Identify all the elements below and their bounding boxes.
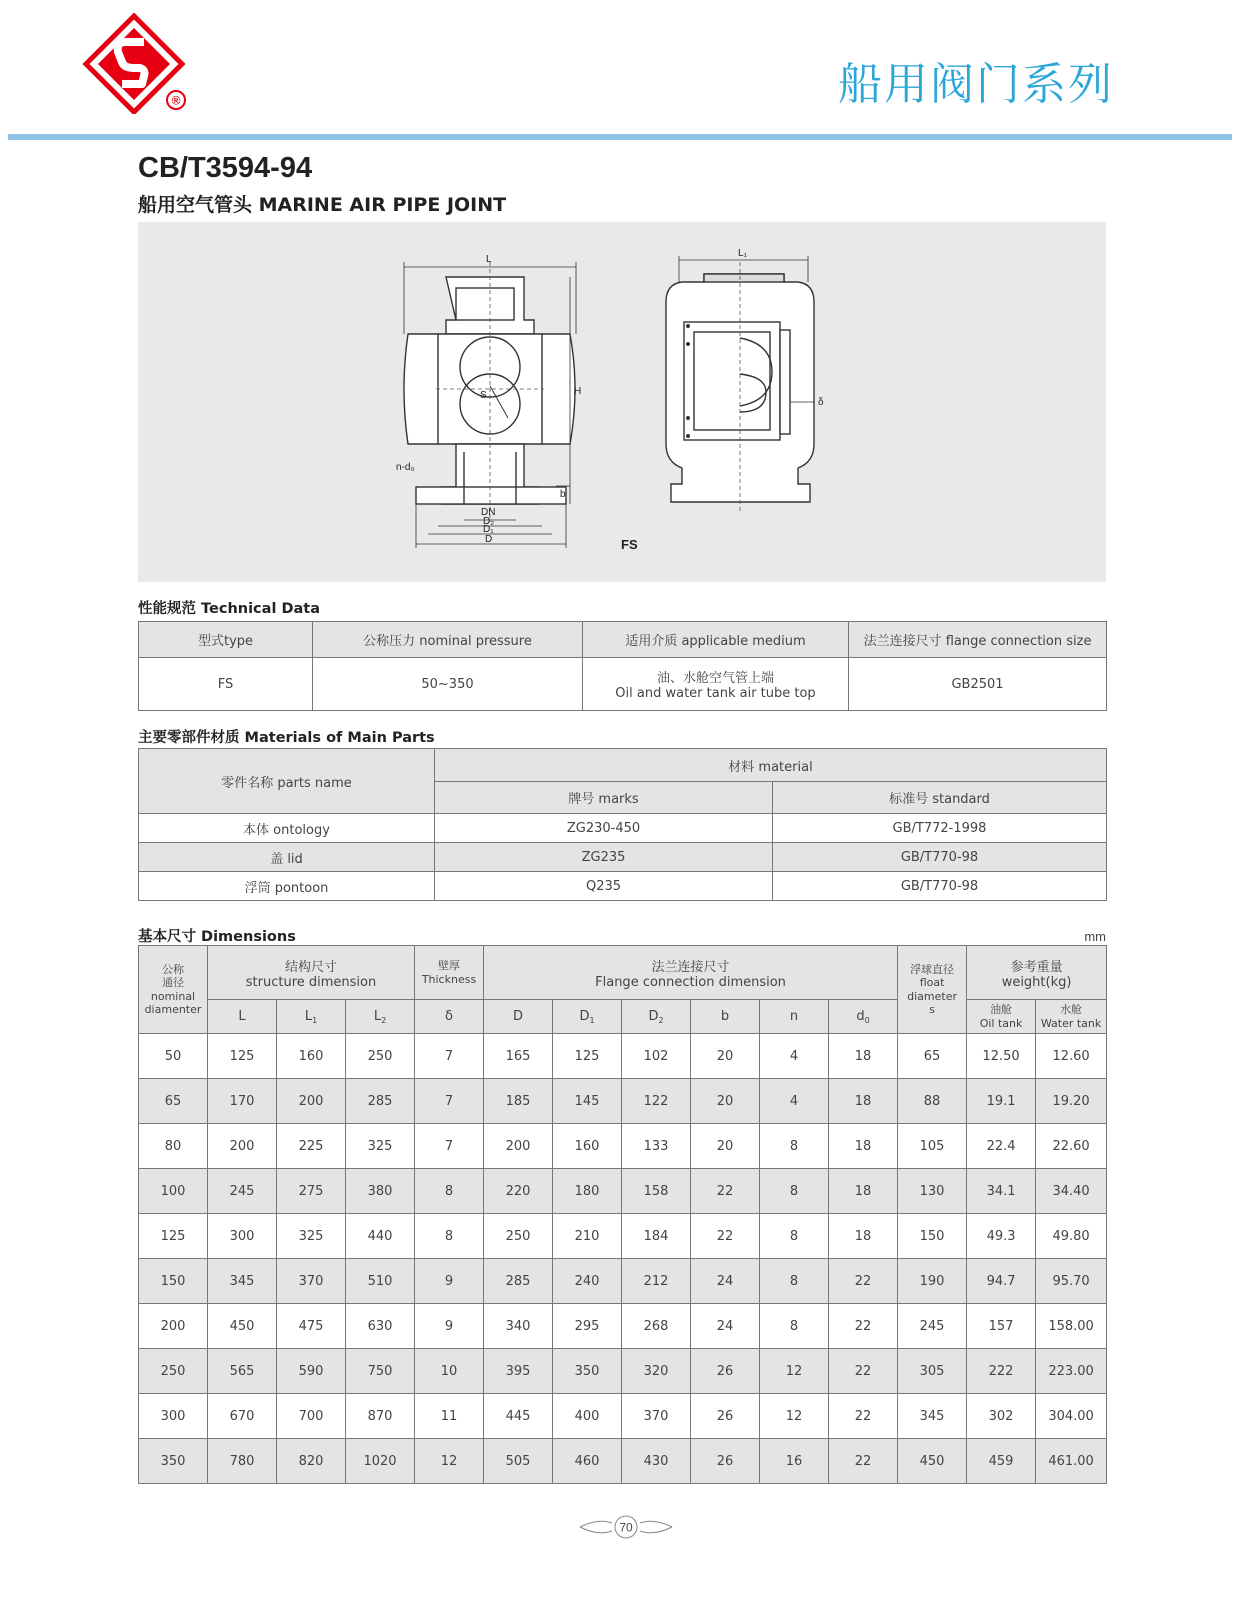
col-D1 [553,1000,622,1034]
cell-L: 670 [208,1394,277,1439]
table-row [139,1394,1107,1439]
float-cn: 浮球直径 [910,963,955,977]
cell-L: 565 [208,1349,277,1394]
cell-L2: 510 [346,1259,415,1304]
cell-nominal: 150 [139,1259,208,1304]
product-code: CB/T3594-94 [138,152,313,184]
dim-S-label: S [480,390,487,401]
parts-name-header: 零件名称 parts name [139,749,435,814]
cell-D: 165 [484,1034,553,1079]
cell-nominal: 125 [139,1214,208,1259]
materials-header-row [139,749,1107,782]
flange-header [484,946,898,1000]
oil-en: Oil tank [979,1016,1023,1030]
structure-en: structure dimension [245,974,377,990]
cell-D: 395 [484,1349,553,1394]
float-en1: float [919,976,945,990]
col-b: b [691,1000,760,1034]
part-standard: GB/T770-98 [773,843,1107,872]
col-D1-sub: 1 [589,1015,595,1025]
cell-float: 65 [898,1034,967,1079]
cell-L: 245 [208,1169,277,1214]
cell-n: 12 [760,1349,829,1394]
nominal-cn1: 公称 [162,963,184,977]
header-flange: 法兰连接尺寸 flange connection size [849,622,1107,658]
cell-d0: 18 [829,1169,898,1214]
cell-D1: 160 [553,1124,622,1169]
cell-L: 300 [208,1214,277,1259]
cell-b: 24 [691,1304,760,1349]
cell-D1: 210 [553,1214,622,1259]
cell-D: 220 [484,1169,553,1214]
col-L2 [346,1000,415,1034]
marks-header: 牌号 marks [435,782,773,814]
cell-L1: 160 [277,1034,346,1079]
cell-d0: 22 [829,1259,898,1304]
cell-D1: 400 [553,1394,622,1439]
cell-water: 49.80 [1036,1214,1107,1259]
cell-d0: 22 [829,1304,898,1349]
thickness-cn: 壁厚 [438,959,460,973]
float-sym: s [929,1002,935,1016]
oil-cn: 油舱 [990,1003,1013,1017]
cell-d0: 18 [829,1079,898,1124]
cell-nominal: 200 [139,1304,208,1349]
cell-float: 305 [898,1349,967,1394]
cell-float: 245 [898,1304,967,1349]
cell-D: 200 [484,1124,553,1169]
col-D2 [622,1000,691,1034]
cell-b: 22 [691,1214,760,1259]
cell-L: 780 [208,1439,277,1484]
cell-L2: 1020 [346,1439,415,1484]
dim-b-label: b [560,489,566,500]
cell-L1: 325 [277,1214,346,1259]
col-delta: δ [415,1000,484,1034]
unit-label: mm [1084,929,1106,944]
col-D2-main: D [648,1008,659,1024]
cell-oil: 49.3 [967,1214,1036,1259]
cell-delta: 7 [415,1034,484,1079]
cell-D: 285 [484,1259,553,1304]
cell-D: 505 [484,1439,553,1484]
page-number-badge [578,1514,674,1540]
cell-oil: 34.1 [967,1169,1036,1214]
table-row [139,814,1107,843]
cell-oil: 19.1 [967,1079,1036,1124]
part-standard: GB/T770-98 [773,872,1107,901]
dim-delta-label: δ [818,397,824,408]
page-number: 70 [619,1520,633,1535]
drawing-svg [138,222,1106,582]
cell-delta: 9 [415,1304,484,1349]
cell-n: 4 [760,1079,829,1124]
standard-header: 标准号 standard [773,782,1107,814]
cell-nominal: 50 [139,1034,208,1079]
cell-b: 20 [691,1079,760,1124]
cell-D: 340 [484,1304,553,1349]
cell-L1: 275 [277,1169,346,1214]
weight-header [967,946,1107,1000]
cell-oil: 12.50 [967,1034,1036,1079]
cell-L2: 285 [346,1079,415,1124]
table-row [139,1349,1107,1394]
cell-D2: 184 [622,1214,691,1259]
medium-cn: 油、水舱空气管上端 [656,671,774,686]
pressure-value: 50~350 [313,658,583,711]
cell-L1: 700 [277,1394,346,1439]
cell-oil: 302 [967,1394,1036,1439]
cell-oil: 94.7 [967,1259,1036,1304]
cell-n: 8 [760,1124,829,1169]
table-row [139,1259,1107,1304]
col-d0 [829,1000,898,1034]
technical-drawing [138,222,1106,582]
part-mark: ZG235 [435,843,773,872]
cell-L2: 250 [346,1034,415,1079]
dim-H-label: H [574,386,582,397]
cell-water: 223.00 [1036,1349,1107,1394]
cell-delta: 7 [415,1079,484,1124]
cell-D2: 158 [622,1169,691,1214]
cell-n: 8 [760,1304,829,1349]
cell-D2: 320 [622,1349,691,1394]
flange-cn: 法兰连接尺寸 [651,959,730,975]
technical-data-table [138,621,1107,711]
cell-delta: 8 [415,1169,484,1214]
cell-D: 185 [484,1079,553,1124]
cell-D: 445 [484,1394,553,1439]
cell-delta: 10 [415,1349,484,1394]
cell-water: 461.00 [1036,1439,1107,1484]
cell-n: 8 [760,1259,829,1304]
table-row [139,1169,1107,1214]
col-L2-sub: 2 [381,1015,387,1025]
dim-L-label: L [486,254,492,265]
cell-float: 450 [898,1439,967,1484]
technical-row [139,658,1107,711]
col-D2-sub: 2 [658,1015,664,1025]
part-name: 浮筒 pontoon [139,872,435,901]
dim-DN-label: DN [481,507,496,518]
col-d0-main: d [856,1008,865,1024]
table-row [139,872,1107,901]
cell-L2: 440 [346,1214,415,1259]
cell-L: 125 [208,1034,277,1079]
water-cn: 水舱 [1060,1003,1083,1017]
table-row [139,1439,1107,1484]
dim-n-d0-label: n-d₀ [396,462,415,473]
header-medium: 适用介质 applicable medium [583,622,849,658]
thickness-header [415,946,484,1000]
cell-water: 304.00 [1036,1394,1107,1439]
type-value: FS [139,658,313,711]
cell-L: 170 [208,1079,277,1124]
table-row [139,1214,1107,1259]
cell-oil: 222 [967,1349,1036,1394]
medium-en: Oil and water tank air tube top [615,686,816,701]
cell-d0: 22 [829,1349,898,1394]
cell-nominal: 350 [139,1439,208,1484]
cell-nominal: 80 [139,1124,208,1169]
cell-L2: 870 [346,1394,415,1439]
cell-float: 190 [898,1259,967,1304]
float-en2: diameter [907,989,957,1003]
cell-d0: 22 [829,1394,898,1439]
part-name: 盖 lid [139,843,435,872]
water-en: Water tank [1040,1016,1102,1030]
float-header [898,946,967,1034]
col-n: n [760,1000,829,1034]
cell-D1: 180 [553,1169,622,1214]
col-L1 [277,1000,346,1034]
cell-float: 88 [898,1079,967,1124]
cell-n: 12 [760,1394,829,1439]
cell-b: 20 [691,1034,760,1079]
cell-delta: 11 [415,1394,484,1439]
cell-d0: 22 [829,1439,898,1484]
col-D: D [484,1000,553,1034]
technical-header-row [139,622,1107,658]
weight-cn: 参考重量 [1010,959,1063,975]
nominal-cn2: 通径 [162,976,184,990]
col-oil-tank [967,1000,1036,1034]
dimensions-body [139,1034,1107,1484]
table-row [139,1304,1107,1349]
cell-nominal: 250 [139,1349,208,1394]
col-L1-sub: 1 [312,1015,318,1025]
thickness-en: Thickness [421,972,477,986]
cell-D1: 145 [553,1079,622,1124]
cell-nominal: 100 [139,1169,208,1214]
cell-D1: 125 [553,1034,622,1079]
materials-title: 主要零部件材质 Materials of Main Parts [138,730,435,746]
cell-b: 20 [691,1124,760,1169]
cell-D2: 370 [622,1394,691,1439]
cell-delta: 9 [415,1259,484,1304]
structure-header [208,946,415,1000]
table-row [139,1034,1107,1079]
cell-n: 16 [760,1439,829,1484]
dimensions-header-row [139,946,1107,1000]
dim-D-label: D [485,534,493,545]
header-pressure: 公称压力 nominal pressure [313,622,583,658]
product-name: 船用空气管头 MARINE AIR PIPE JOINT [138,194,507,216]
col-L1-main: L [304,1008,313,1024]
col-L: L [208,1000,277,1034]
dim-D2-label: D₂ [483,516,495,527]
cell-water: 95.70 [1036,1259,1107,1304]
cell-oil: 157 [967,1304,1036,1349]
cell-L: 450 [208,1304,277,1349]
cell-b: 26 [691,1439,760,1484]
cell-L2: 380 [346,1169,415,1214]
cell-L: 200 [208,1124,277,1169]
cell-L1: 370 [277,1259,346,1304]
material-header: 材料 material [435,749,1107,782]
nominal-en2: diamenter [144,1002,202,1016]
cell-d0: 18 [829,1034,898,1079]
cell-D2: 212 [622,1259,691,1304]
cell-D2: 133 [622,1124,691,1169]
col-d0-sub: 0 [864,1015,870,1025]
cell-D1: 350 [553,1349,622,1394]
cell-n: 8 [760,1169,829,1214]
cell-float: 130 [898,1169,967,1214]
cell-water: 22.60 [1036,1124,1107,1169]
materials-table [138,748,1107,901]
nominal-header [139,946,208,1034]
cell-delta: 8 [415,1214,484,1259]
cell-L1: 475 [277,1304,346,1349]
part-mark: ZG230-450 [435,814,773,843]
registered-mark: ® [171,93,181,108]
cell-oil: 459 [967,1439,1036,1484]
cell-D1: 295 [553,1304,622,1349]
cell-water: 158.00 [1036,1304,1107,1349]
cell-L1: 590 [277,1349,346,1394]
series-title: 船用阀门系列 [838,59,1114,110]
nominal-en1: nominal [150,989,196,1003]
cell-water: 12.60 [1036,1034,1107,1079]
cell-float: 105 [898,1124,967,1169]
medium-value [583,658,849,711]
cell-D2: 122 [622,1079,691,1124]
cell-delta: 12 [415,1439,484,1484]
flange-value: GB2501 [849,658,1107,711]
cell-L2: 750 [346,1349,415,1394]
part-standard: GB/T772-1998 [773,814,1107,843]
col-water-tank [1036,1000,1107,1034]
cell-D2: 430 [622,1439,691,1484]
cell-oil: 22.4 [967,1124,1036,1169]
cell-b: 26 [691,1394,760,1439]
cell-b: 22 [691,1169,760,1214]
cell-water: 19.20 [1036,1079,1107,1124]
cell-L2: 325 [346,1124,415,1169]
cell-D1: 460 [553,1439,622,1484]
cell-L1: 225 [277,1124,346,1169]
table-row [139,1079,1107,1124]
cell-d0: 18 [829,1214,898,1259]
table-row [139,1124,1107,1169]
dimensions-table [138,945,1107,1484]
company-logo [82,12,192,114]
dim-D1-label: D₁ [483,524,494,535]
cell-float: 150 [898,1214,967,1259]
header-divider [8,134,1232,140]
cell-n: 8 [760,1214,829,1259]
cell-d0: 18 [829,1124,898,1169]
part-name: 本体 ontology [139,814,435,843]
cell-n: 4 [760,1034,829,1079]
cell-L: 345 [208,1259,277,1304]
cell-b: 26 [691,1349,760,1394]
col-L2-main: L [373,1008,382,1024]
cell-water: 34.40 [1036,1169,1107,1214]
col-D1-main: D [579,1008,590,1024]
cell-D1: 240 [553,1259,622,1304]
technical-data-title: 性能规范 Technical Data [138,601,320,617]
header-type: 型式type [139,622,313,658]
dimensions-title: 基本尺寸 Dimensions [138,929,296,945]
cell-L1: 820 [277,1439,346,1484]
cell-D: 250 [484,1214,553,1259]
cell-b: 24 [691,1259,760,1304]
cell-delta: 7 [415,1124,484,1169]
cell-D2: 268 [622,1304,691,1349]
cell-D2: 102 [622,1034,691,1079]
cell-float: 345 [898,1394,967,1439]
part-mark: Q235 [435,872,773,901]
table-row [139,843,1107,872]
cell-L1: 200 [277,1079,346,1124]
structure-cn: 结构尺寸 [284,959,337,975]
cell-nominal: 300 [139,1394,208,1439]
flange-en: Flange connection dimension [595,974,786,990]
model-label: FS [621,537,638,552]
weight-en: weight(kg) [1001,974,1072,990]
cell-L2: 630 [346,1304,415,1349]
cell-nominal: 65 [139,1079,208,1124]
dim-L1-label: L₁ [738,248,747,259]
